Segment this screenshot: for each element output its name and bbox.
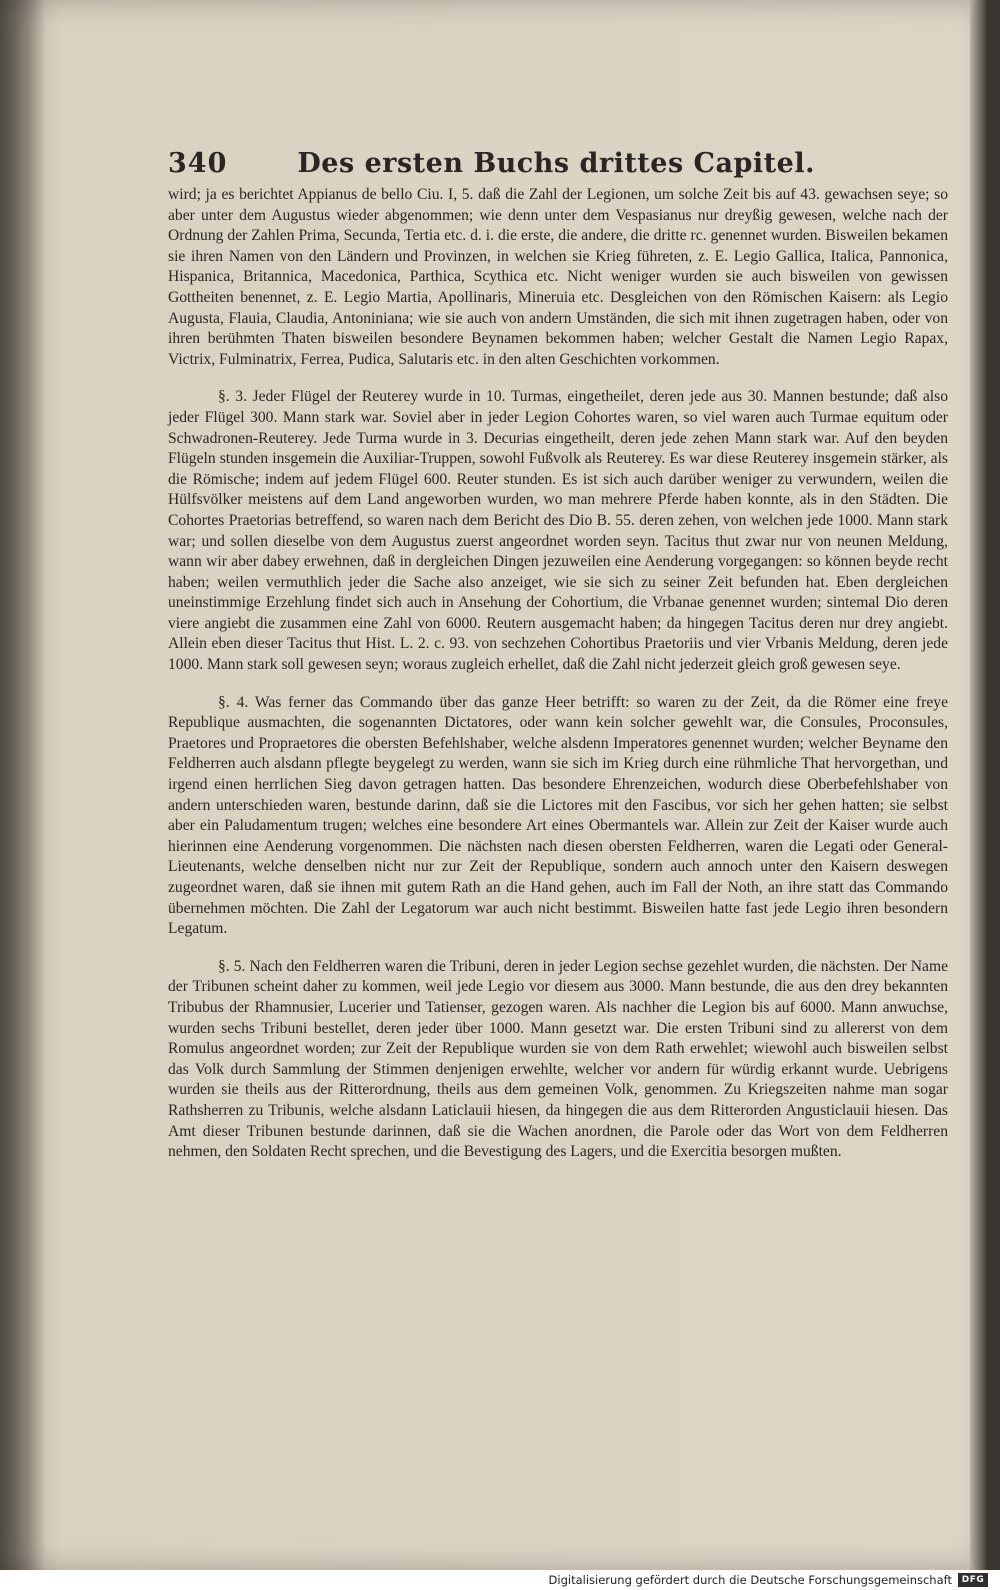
running-head xyxy=(168,148,948,179)
paragraph-section-4: §. 4. Was ferner das Commando über das ganze Heer betrifft: so waren zu der Zeit, da die Römer eine freye Republique ausmachten, die sogenannten Dictatores, oder wann kein solcher gewehlt war, die Consules, Proconsules, Praetores und Propraetores die obersten Befehlshaber, welche alsdenn Imperatores genennet wurden; welcher Beyname den Feldherren auch alsdann pflegte beygelegt zu werden, wann sie sich im Krieg durch eine rühmliche That hervorgethan, und irgend einen herrlichen Sieg davon getragen hatten. Das besondere Ehrenzeichen, wodurch diese Oberbefehlshaber von andern unterschieden waren, bestunde darinn, daß sie die Lictores mit den Fascibus, vor sich her gehen hatten; sie selbst aber ein Paludamentum trugen; welches eine besondere Art eines Obermantels war. Allein zur Zeit der Kaiser wurde auch hierinnen eine Aenderung vorgenommen. Die nächsten nach diesen obersten Feldherren, waren die Legati oder General-Lieutenants, welche denselben nicht nur zur Zeit der Republique, sondern auch annoch unter den Kaisern deswegen zugeordnet waren, daß sie ihnen mit gutem Rath an die Hand gehen, auch im Fall der Noth, an ihre statt das Commando übernehmen möchten. Die Zahl der Legatorum war auch nicht bestimmt. Bisweilen hatte fast jede Legio ihren besondern Legatum. xyxy=(168,693,948,938)
paragraph-legions: wird; ja es berichtet Appianus de bello Ciu. I, 5. daß die Zahl der Legionen, um solche Zeit bis auf 43. gewachsen seye; so aber unter dem Augustus wieder abgenommen; wie denn unter dem Vespasianus nur dreyßig gewesen, welche nach der Ordnung der Zahlen Prima, Secunda, Tertia etc. d. i. die erste, die andere, die dritte rc. genennet wurden. Bisweilen bekamen sie ihren Namen von den Ländern und Provinzen, in welchen sie Krieg führeten, z. E. Legio Gallica, Italica, Pannonica, Hispanica, Britannica, Macedonica, Parthica, Scythica etc. Nicht weniger wurden sie auch bisweilen von gewissen Gottheiten benennet, z. E. Legio Martia, Apollinaris, Mineruia etc. Desgleichen von den Römischen Kaisern: als Legio Augusta, Flauia, Claudia, Antoniniana; wie sie auch von andern Umständen, die sich mit ihnen zugetragen haben, oder von ihren berühmten Thaten bisweilen besondere Beynamen bekommen haben; welcher Gestalt die Namen Legio Rapax, Victrix, Fulminatrix, Ferrea, Pudica, Salutaris etc. in den alten Geschichten vorkommen. xyxy=(168,186,948,368)
paragraph-section-5: §. 5. Nach den Feldherren waren die Tribuni, deren in jeder Legion sechse gezehlet wurden, die nächsten. Der Name der Tribunen scheint daher zu kommen, weil jede Legio vor diesem aus 3000. Mann bestunde, die aus den drey bekannten Tribubus der Rhamnusier, Lucerier und Tatienser, gezogen waren. Als nachher die Legion bis auf 6000. Mann anwuchse, wurden sechs Tribuni bestellet, deren jeder über 1000. Mann gesetzt war. Die ersten Tribuni sind zu allererst von dem Romulus angeordnet worden; zur Zeit der Republique wurden sie von dem Rath erwehlet; wiewohl auch bisweilen selbst das Volk durch Sammlung der Stimmen denjenigen erwehlte, welcher vor andern für würdig erkannt wurde. Uebrigens wurden sie theils aus der Ritterordnung, theils aus dem gemeinen Volk, genommen. Zu Kriegszeiten nahme man sogar Rathsherren zu Tribunis, welche alsdann Laticlauii hiesen, da hingegen die aus dem Ritterorden Angusticlauii hiesen. Das Amt dieser Tribunen bestunde darinnen, daß sie die Wachen anordnen, die Parole oder das Wort von dem Feldherren nehmen, den Soldaten Recht sprechen, und die Bevestigung des Lagers, und die Exercitia besorgen mußten. xyxy=(168,957,948,1161)
page-edge xyxy=(970,0,986,1570)
footer-credit: Digitalisierung gefördert durch die Deutsche Forschungsgemeinschaft xyxy=(548,1573,952,1587)
running-title: Des ersten Buchs drittes Capitel. xyxy=(297,148,815,179)
page-number: 340 xyxy=(168,148,228,179)
footer-bar xyxy=(0,1570,1000,1590)
paragraph-section-3: §. 3. Jeder Flügel der Reuterey wurde in 10. Turmas, eingetheilet, deren jede aus 30. Mannen bestunde; daß also jeder Flügel 300. Mann stark war. Soviel aber in jeder Legion Cohortes waren, so viel waren auch Turmae equitum oder Schwadronen-Reuterey. Jede Turma wurde in 3. Decurias eingetheilt, deren jede zehen Mann stark war. Auf den beyden Flügeln stunden insgemein die Auxiliar-Truppen, sowohl Fußvolk als Reuterey. Es war diese Reuterey insgemein stärker, als die Römische; indem auf jedem Flügel 600. Reuter stunden. Es ist sich auch darüber weniger zu verwundern, weilen die Hülfsvölker meistens auf dem Land angeworben wurden, wo man mehrere Pferde haben konnte, als in den Städten. Die Cohortes Praetorias betreffend, so waren nach dem Bericht des Dio B. 55. deren zehen, von welchen jede 1000. Mann stark war; und sollen dieselbe von dem Augustus zuerst angeordnet worden seyn. Tacitus thut zwar nur von neunen Meldung, wann wir aber dabey erwehnen, daß in dergleichen Dingen jezuweilen eine Aenderung vorgegangen: so können beyde recht haben; weilen vermuthlich jeder die Sache also anzeiget, wie sie sich zu seiner Zeit befunden hat. Eben dergleichen uneinstimmige Erzehlung findet sich auch in Ansehung der Cohortium, die Vrbanae genennet wurden; sintemal Dio deren viere angiebt die zusammen eine Zahl von 6000. Reutern ausgemacht haben; da hingegen Tacitus deren nur drey angiebt. Allein eben dieser Tacitus thut Hist. L. 2. c. 93. von sechzehen Cohortibus Praetoriis und vier Vrbanis Meldung, deren jede 1000. Mann stark soll gewesen seyn; woraus zugleich erhellet, daß die Zahl nicht jederzeit gleich groß gewesen seye. xyxy=(168,388,948,674)
page-content xyxy=(168,148,948,1180)
dfg-logo-icon: DFG xyxy=(958,1573,988,1587)
